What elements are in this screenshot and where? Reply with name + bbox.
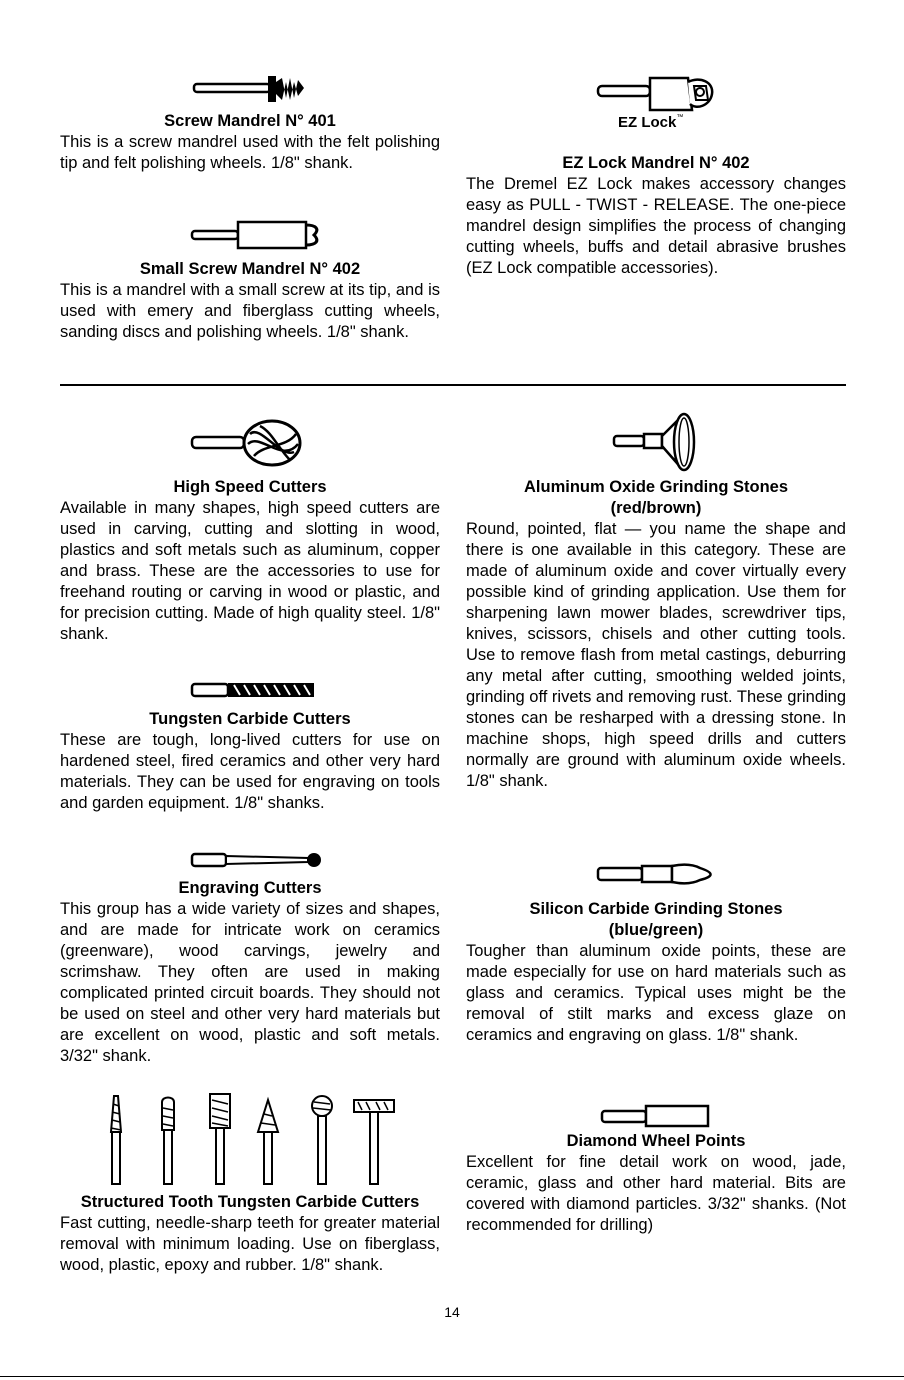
structured-tooth-body: Fast cutting, needle-sharp teeth for greater material removal with minimum loading. Use on fiberglass, wood, plastic, epoxy and rubber. 1/8" shank.: [60, 1214, 440, 1274]
high-speed-cutters-section: [60, 477, 440, 645]
aluminum-oxide-stone-illustration: [612, 412, 712, 477]
diamond-wheel-points-body: Excellent for fine detail work on wood, jade, ceramic, glass and other hard material. Bits are covered with diamond particles. 3/32" shanks. (Not recommended for drilling): [466, 1153, 846, 1234]
high-speed-cutters-body: Available in many shapes, high speed cutters are used in carving, cutting and slotting in wood, plastics and soft metals such as aluminum, copper and brass. These are the accessories to use for freehand routing or carving in wood or plastic, and for precision cutting. Made of high quality steel. 1/8" shank.: [60, 499, 440, 643]
tungsten-carbide-cutter-illustration: [190, 680, 320, 705]
tungsten-carbide-body: These are tough, long-lived cutters for use on hardened steel, fired ceramics and other very hard materials. They can be used for engraving on tools and garden equipment. 1/8" shanks.: [60, 731, 440, 812]
diamond-wheel-point-illustration: [600, 1104, 720, 1133]
screw-mandrel-title: Screw Mandrel N° 401: [164, 112, 336, 130]
ez-lock-logo: [618, 114, 683, 132]
small-screw-mandrel-illustration: [190, 219, 330, 256]
section-divider: [60, 384, 846, 386]
aluminum-oxide-subtitle: (red/brown): [610, 499, 702, 517]
structured-tooth-title: Structured Tooth Tungsten Carbide Cutters: [80, 1193, 420, 1211]
tungsten-carbide-section: [60, 709, 440, 814]
aluminum-oxide-body: Round, pointed, flat — you name the shape and there is one available in this category. These are made of aluminum oxide and cover virtually every possible kind of grinding application. Use them for sharpening lawn mower blades, screwdriver tips, knives, scissors, chisels and other cutting tools. Use to remove flash from metal castings, deburring any metal after cutting, smoothing welded joints, grinding off rivets and removing rust. These grinding stones can be resharped with a dressing stone. In machine shops, high speed drills and cutters normally are ground with aluminum oxide wheels. 1/8" shank.: [466, 520, 847, 790]
diamond-wheel-points-title: Diamond Wheel Points: [566, 1132, 746, 1150]
engraving-cutter-illustration: [190, 850, 330, 875]
engraving-cutters-section: [60, 878, 440, 1067]
screw-mandrel-section: [60, 111, 440, 174]
ez-lock-logo-tm: ™: [676, 114, 684, 121]
engraving-cutters-body: This group has a wide variety of sizes and shapes, and are made for intricate work on ceramics (greenware), wood carvings, jewelry and scrimshaw. They often are used in making complicated printed circuit boards. They should not be used on steel and other very hard materials but are excellent on wood, plastic and soft metals. 3/32" shank.: [60, 900, 440, 1065]
ez-lock-mandrel-illustration: [596, 70, 726, 119]
ez-lock-section: [466, 153, 846, 279]
diamond-wheel-points-section: [466, 1131, 846, 1236]
silicon-carbide-section: [466, 899, 846, 1046]
silicon-carbide-subtitle: (blue/green): [608, 921, 704, 939]
ez-lock-title: EZ Lock Mandrel N° 402: [562, 154, 750, 172]
aluminum-oxide-section: [466, 477, 846, 792]
page-number: 14: [444, 1304, 460, 1320]
silicon-carbide-stone-illustration: [596, 862, 726, 891]
bottom-rule: [0, 1376, 904, 1377]
ez-lock-body: The Dremel EZ Lock makes accessory changes easy as PULL - TWIST - RELEASE. The one-piece mandrel design simplifies the process of changing cutting wheels, buffs and detail abrasive brushes (EZ Lock compatible accessories).: [466, 175, 846, 277]
small-screw-mandrel-body: This is a mandrel with a small screw at its tip, and is used with emery and fiberglass cutting wheels, sanding discs and polishing wheels. 1/8" shank.: [60, 281, 440, 341]
screw-mandrel-illustration: [190, 72, 310, 113]
small-screw-mandrel-title: Small Screw Mandrel N° 402: [139, 260, 361, 278]
screw-mandrel-body: This is a screw mandrel used with the felt polishing tip and felt polishing wheels. 1/8" shank.: [60, 133, 440, 172]
structured-tooth-section: [60, 1192, 440, 1276]
high-speed-cutter-illustration: [190, 418, 310, 473]
high-speed-cutters-title: High Speed Cutters: [173, 478, 327, 496]
ez-lock-logo-text: EZ Lock: [618, 114, 677, 131]
structured-tooth-cutters-illustration: [100, 1092, 400, 1197]
tungsten-carbide-title: Tungsten Carbide Cutters: [149, 710, 351, 728]
silicon-carbide-body: Tougher than aluminum oxide points, these are made especially for use on hard materials such as glass and ceramics. Typical uses might be the removal of stilt marks and excess glaze on ceramics and engraving on glass. 1/8" shank.: [466, 942, 846, 1044]
small-screw-mandrel-section: [60, 259, 440, 343]
aluminum-oxide-title: Aluminum Oxide Grinding Stones: [523, 478, 789, 496]
engraving-cutters-title: Engraving Cutters: [178, 879, 322, 897]
silicon-carbide-title: Silicon Carbide Grinding Stones: [529, 900, 783, 918]
